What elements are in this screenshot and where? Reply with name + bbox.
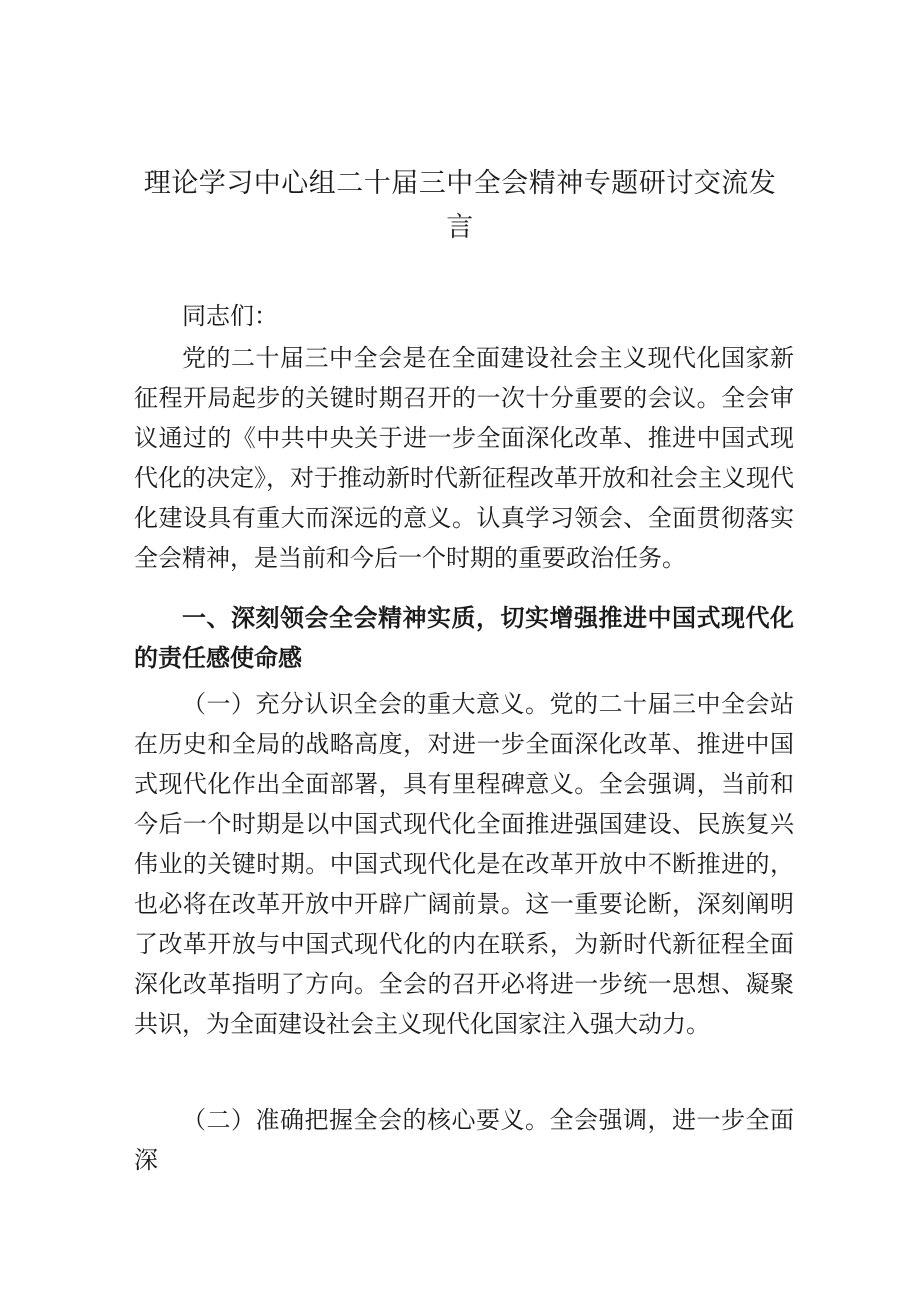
section-1-heading: 一、深刻领会全会精神实质，切实增强推进中国式现代化的责任感使命感 bbox=[134, 604, 794, 672]
subsection-1-paragraph: （一）充分认识全会的重大意义。党的二十届三中全会站在历史和全局的战略高度，对进一步全面深化改革、推进中国式现代化作出全面部署，具有里程碑意义。全会强调，当前和今后一个时期是以中国式现代化全面推进强国建设、民族复兴伟业的关键时期。中国式现代化是在改革开放中不断推进的，也必将在改革开放中开辟广阔前景。这一重要论断，深刻阐明了改革开放与中国式现代化的内在联系，为新时代新征程全面深化改革指明了方向。全会的召开必将进一步统一思想、凝聚共识，为全面建设社会主义现代化国家注入强大动力。 bbox=[134, 690, 794, 1038]
subsection-2-paragraph: （二）准确把握全会的核心要义。全会强调，进一步全面深 bbox=[134, 1106, 794, 1174]
salutation: 同志们： bbox=[182, 302, 278, 330]
document-title bbox=[130, 162, 790, 250]
title-line-1: 理论学习中心组二十届三中全会精神专题研讨交流发 bbox=[143, 168, 777, 199]
intro-paragraph: 党的二十届三中全会是在全面建设社会主义现代化国家新征程开局起步的关键时期召开的一次十分重要的会议。全会审议通过的《中共中央关于进一步全面深化改革、推进中国式现代化的决定》，对于推动新时代新征程改革开放和社会主义现代化建设具有重大而深远的意义。认真学习领会、全面贯彻落实全会精神，是当前和今后一个时期的重要政治任务。 bbox=[134, 344, 794, 572]
title-line-2: 言 bbox=[446, 212, 474, 243]
